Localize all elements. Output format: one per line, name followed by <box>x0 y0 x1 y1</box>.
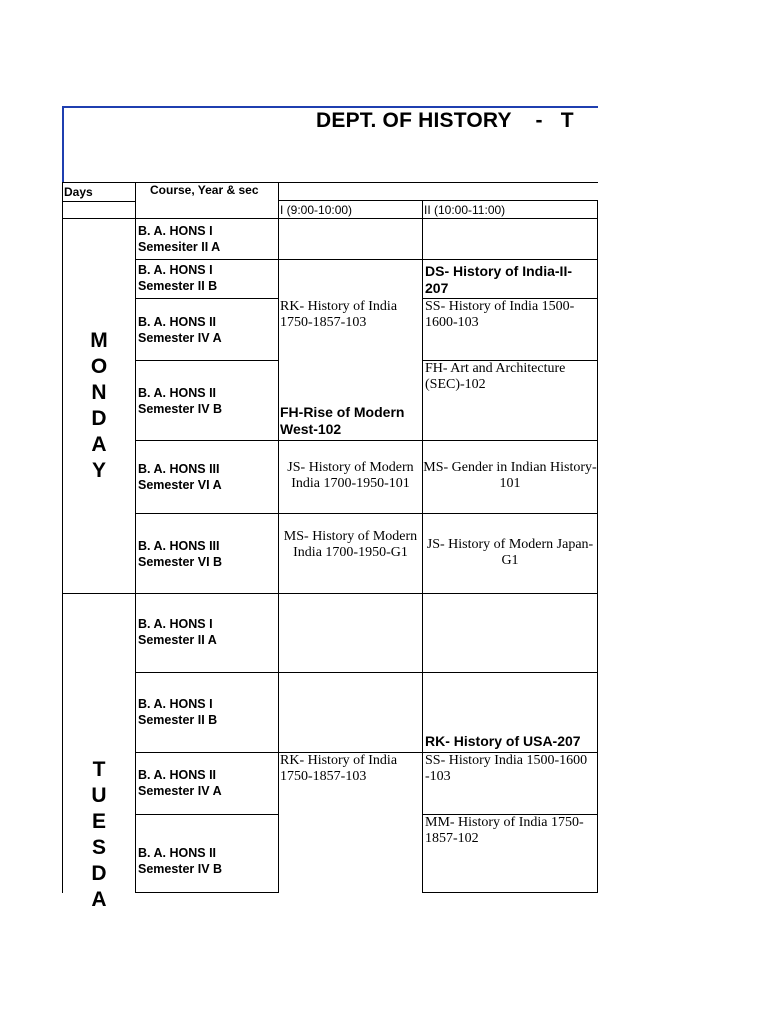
slot2-col-right-line <box>597 218 598 893</box>
course-header: Course, Year & sec <box>150 183 259 197</box>
slot2-header: II (10:00-11:00) <box>424 203 506 217</box>
slot-cell: MM- History of India 1750-1857-102 <box>425 815 584 846</box>
row-line <box>422 892 598 893</box>
slot1-header: I (9:00-10:00) <box>280 203 353 217</box>
days-col-right-line <box>135 218 136 893</box>
slot-cell: SS- History India 1500-1600 -103 <box>425 753 588 784</box>
course-cell: B. A. HONS III Semester VI A <box>138 462 222 492</box>
page-title: DEPT. OF HISTORY - T <box>316 109 574 132</box>
row-line <box>135 298 279 299</box>
row-line <box>135 440 598 441</box>
course-cell: B. A. HONS II Semester IV A <box>138 315 222 345</box>
slot-cell: MS- History of Modern India 1700-1950-G1 <box>283 529 418 560</box>
row-line <box>135 360 279 361</box>
course-cell: B. A. HONS II Semester IV B <box>138 386 223 416</box>
course-cell: B. A. HONS I Semester II B <box>138 697 218 727</box>
row-line <box>135 259 598 260</box>
slot-cell: RK- History of India 1750-1857-103 <box>280 299 398 330</box>
header-line-top <box>62 182 598 183</box>
course-cell: B. A. HONS II Semester IV A <box>138 768 222 798</box>
slot-cell: SS- History of India 1500-1600-103 <box>425 299 575 330</box>
header-vline-left <box>62 182 63 218</box>
row-line <box>135 892 279 893</box>
slot-cell: FH- Art and Architecture (SEC)-102 <box>425 361 566 392</box>
slot-cell: FH-Rise of Modern West-102 <box>280 404 405 437</box>
header-vline-slot <box>422 200 423 218</box>
row-line <box>135 672 598 673</box>
day-separator-line <box>62 593 136 594</box>
header-vline-course <box>278 182 279 218</box>
row-line <box>135 814 279 815</box>
course-cell: B. A. HONS I Semesiter II A <box>138 224 221 254</box>
days-header: Days <box>64 185 93 199</box>
header-vline-right <box>597 200 598 218</box>
course-cell: B. A. HONS II Semester IV B <box>138 846 223 876</box>
slot-cell: JS- History of Modern Japan-G1 <box>426 537 594 568</box>
day-label-tuesday: T U E S D A <box>91 758 107 911</box>
slot-cell: MS- Gender in Indian History-101 <box>423 460 597 491</box>
title-box-left-border <box>62 106 64 182</box>
slot-cell: JS- History of Modern India 1700-1950-101 <box>287 460 414 491</box>
row-line <box>135 593 598 594</box>
course-cell: B. A. HONS I Semester II A <box>138 617 217 647</box>
row-line <box>135 513 598 514</box>
day-label-monday: M O N D A Y <box>90 329 108 482</box>
header-line-bottom <box>62 218 598 219</box>
header-days-underline <box>62 201 136 202</box>
header-slot-topline <box>278 200 598 201</box>
title-box-top-border <box>62 106 598 108</box>
header-vline-days <box>135 182 136 218</box>
slot-cell: DS- History of India-II-207 <box>425 263 572 296</box>
course-cell: B. A. HONS III Semester VI B <box>138 539 223 569</box>
slot-cell: RK- History of India 1750-1857-103 <box>280 753 398 784</box>
course-cell: B. A. HONS I Semester II B <box>138 263 218 293</box>
slot-cell: RK- History of USA-207 <box>425 733 581 749</box>
